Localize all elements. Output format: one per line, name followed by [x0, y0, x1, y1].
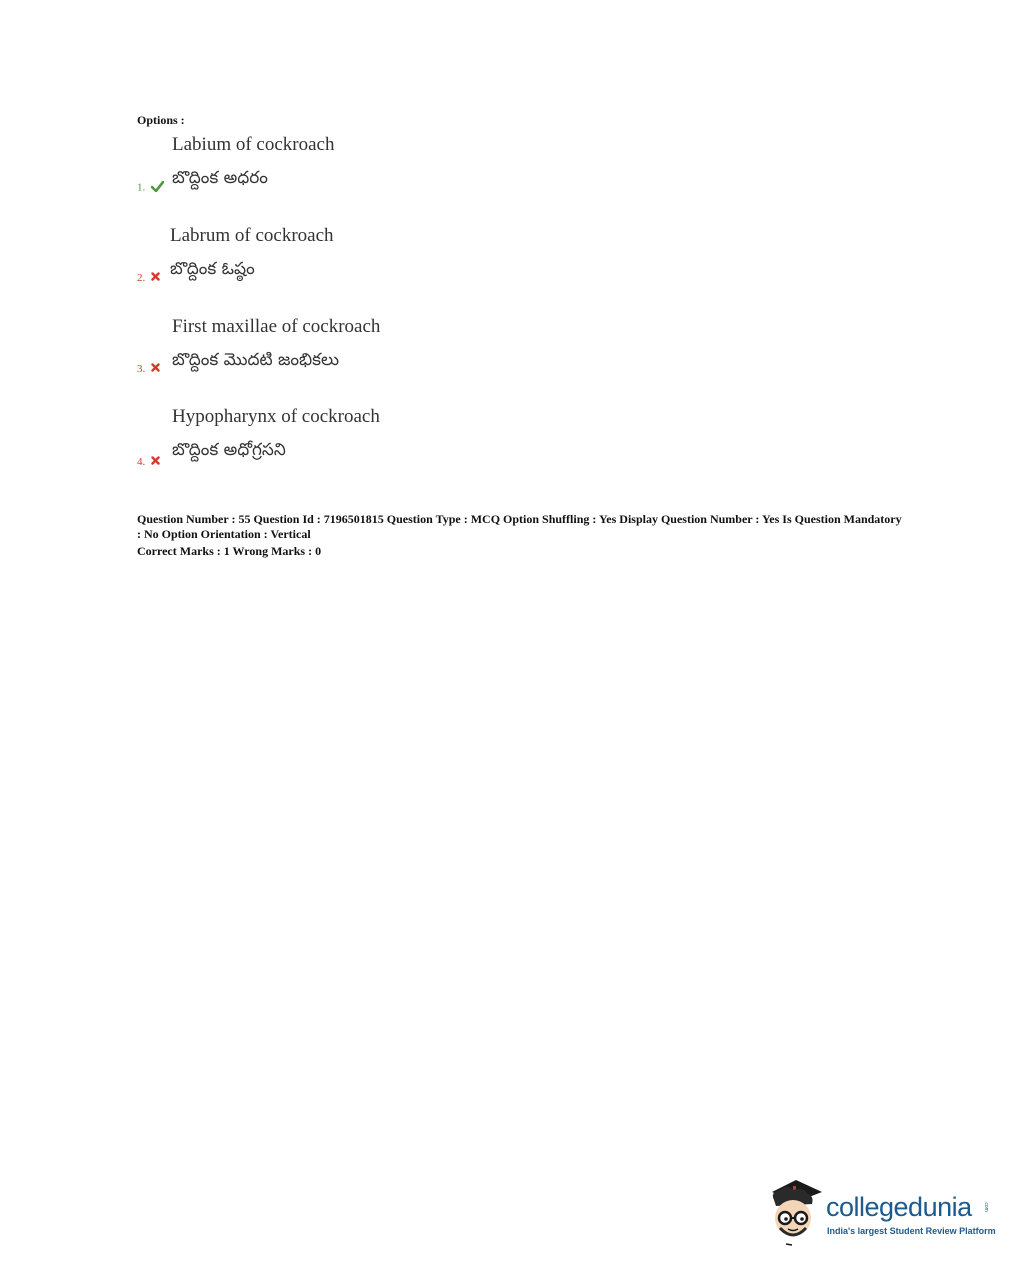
question-metadata-line-2: Correct Marks : 1 Wrong Marks : 0: [137, 544, 322, 558]
option-4: [137, 406, 537, 486]
logo-domain-suffix: .com: [983, 1201, 989, 1212]
option-2: [137, 225, 537, 305]
question-metadata-line-1: Question Number : 55 Question Id : 7196501815 Question Type : MCQ Option Shuffling : Yes Display Question Number : Yes Is Question Mandatory : No Option Orientation : Vertical: [137, 512, 902, 541]
option-2-telugu-text: బొద్దింక ఓష్ఠం: [170, 259, 255, 279]
collegedunia-logo: [766, 1178, 996, 1248]
cross-icon: [151, 363, 160, 375]
question-metadata: [137, 512, 907, 559]
option-4-telugu-text: బొద్దింక అధోగ్రసని: [172, 440, 286, 460]
mascot-icon: [766, 1178, 826, 1253]
option-4-marker: [137, 456, 160, 468]
option-1-number: 1.: [137, 181, 146, 194]
option-3-telugu-text: బొద్దింక మొదటి జంభికలు: [172, 350, 339, 370]
option-1-telugu-text: బొద్దింక అధరం: [172, 168, 268, 188]
option-3-english-text: First maxillae of cockroach: [172, 316, 381, 337]
option-2-number: 2.: [137, 272, 146, 284]
option-3-number: 3.: [137, 363, 146, 375]
option-2-english-text: Labrum of cockroach: [170, 225, 334, 246]
option-1-marker: [137, 181, 164, 195]
option-3-marker: [137, 363, 160, 375]
option-1-english-text: Labium of cockroach: [172, 134, 335, 155]
logo-tagline: India's largest Student Review Platform: [827, 1226, 996, 1236]
cross-icon: [151, 272, 160, 284]
option-2-marker: [137, 272, 160, 284]
options-heading: Options :: [137, 113, 185, 127]
cross-icon: [151, 456, 160, 468]
option-4-number: 4.: [137, 456, 146, 468]
option-1: [137, 134, 537, 214]
option-4-english-text: Hypopharynx of cockroach: [172, 406, 380, 427]
option-3: [137, 316, 537, 396]
check-icon: [151, 181, 164, 195]
logo-wordmark: collegedunia: [826, 1192, 972, 1222]
